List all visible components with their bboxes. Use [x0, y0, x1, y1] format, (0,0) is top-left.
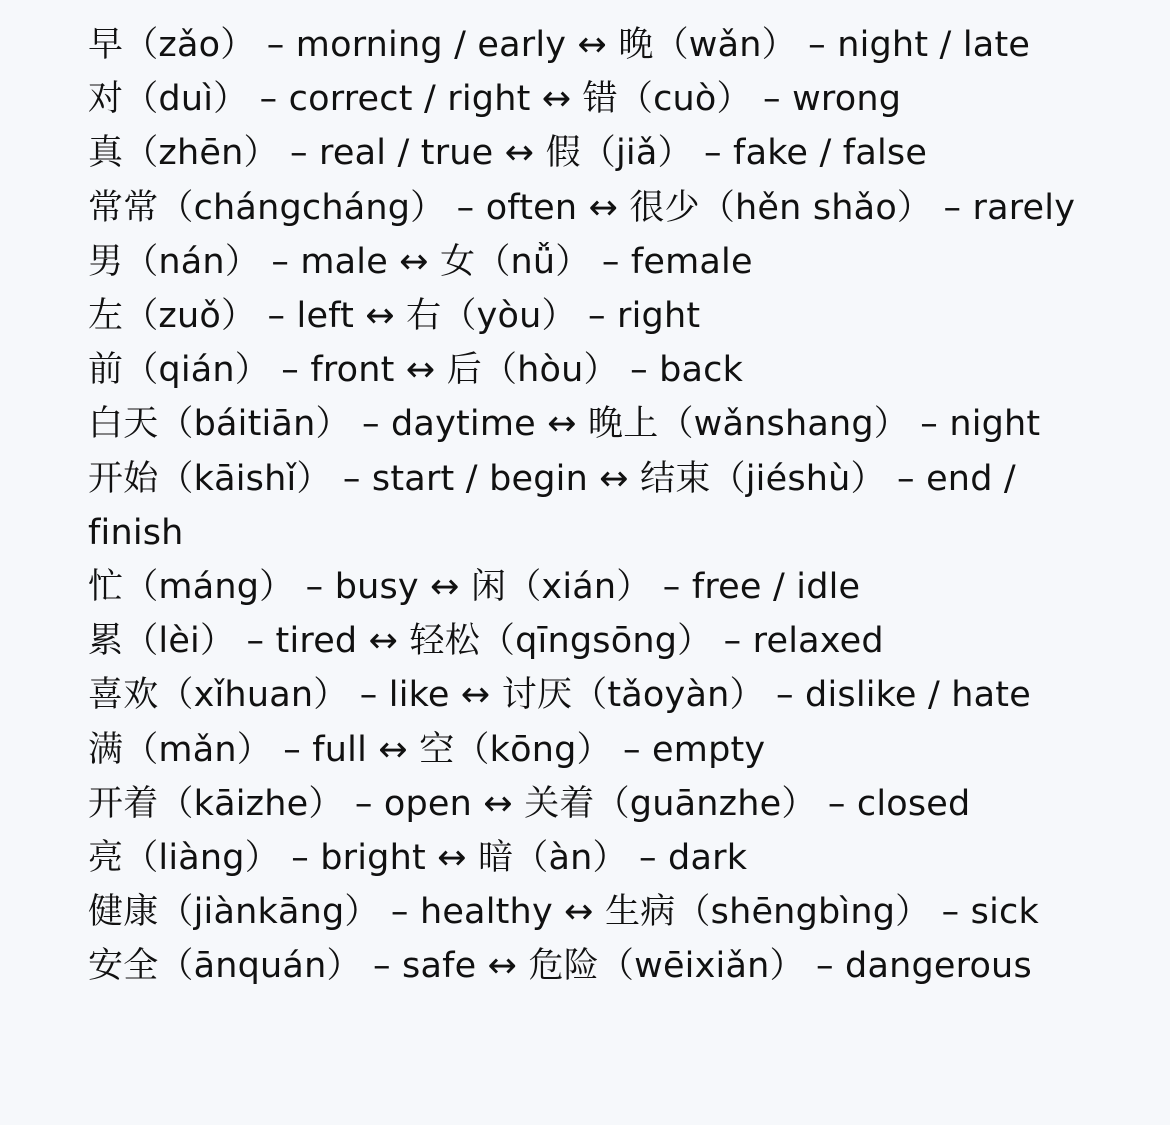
vocab-line: 对（duì） – correct / right ↔ 错（cuò） – wrong	[88, 79, 902, 120]
vocab-line: 白天（báitiān） – daytime ↔ 晚上（wǎnshang） – night	[88, 404, 1041, 445]
vocab-line: 安全（ānquán） – safe ↔ 危险（wēixiǎn） – dangerous	[88, 946, 1032, 987]
vocab-line: 男（nán） – male ↔ 女（nǚ） – female	[88, 241, 753, 282]
vocab-line: 开始（kāishǐ） – start / begin ↔ 结束（jiéshù） – end / finish	[88, 458, 1016, 553]
vocab-line: 常常（chángcháng） – often ↔ 很少（hěn shǎo） – rarely	[88, 187, 1076, 228]
vocab-line: 左（zuǒ） – left ↔ 右（yòu） – right	[88, 296, 701, 337]
vocab-line: 开着（kāizhe） – open ↔ 关着（guānzhe） – closed	[88, 783, 971, 824]
vocabulary-list	[88, 18, 1088, 994]
vocab-line: 健康（jiànkāng） – healthy ↔ 生病（shēngbìng） – sick	[88, 892, 1039, 933]
vocab-line: 喜欢（xǐhuan） – like ↔ 讨厌（tǎoyàn） – dislike / hate	[88, 675, 1031, 716]
vocab-line: 忙（máng） – busy ↔ 闲（xián） – free / idle	[88, 567, 861, 608]
vocab-line: 满（mǎn） – full ↔ 空（kōng） – empty	[88, 729, 766, 770]
vocab-line: 前（qián） – front ↔ 后（hòu） – back	[88, 350, 744, 391]
vocab-line: 真（zhēn） – real / true ↔ 假（jiǎ） – fake / false	[88, 133, 928, 174]
vocab-line: 早（zǎo） – morning / early ↔ 晚（wǎn） – night / late	[88, 25, 1031, 65]
vocab-line: 累（lèi） – tired ↔ 轻松（qīngsōng） – relaxed	[88, 621, 884, 662]
vocab-line: 亮（liàng） – bright ↔ 暗（àn） – dark	[88, 838, 748, 879]
